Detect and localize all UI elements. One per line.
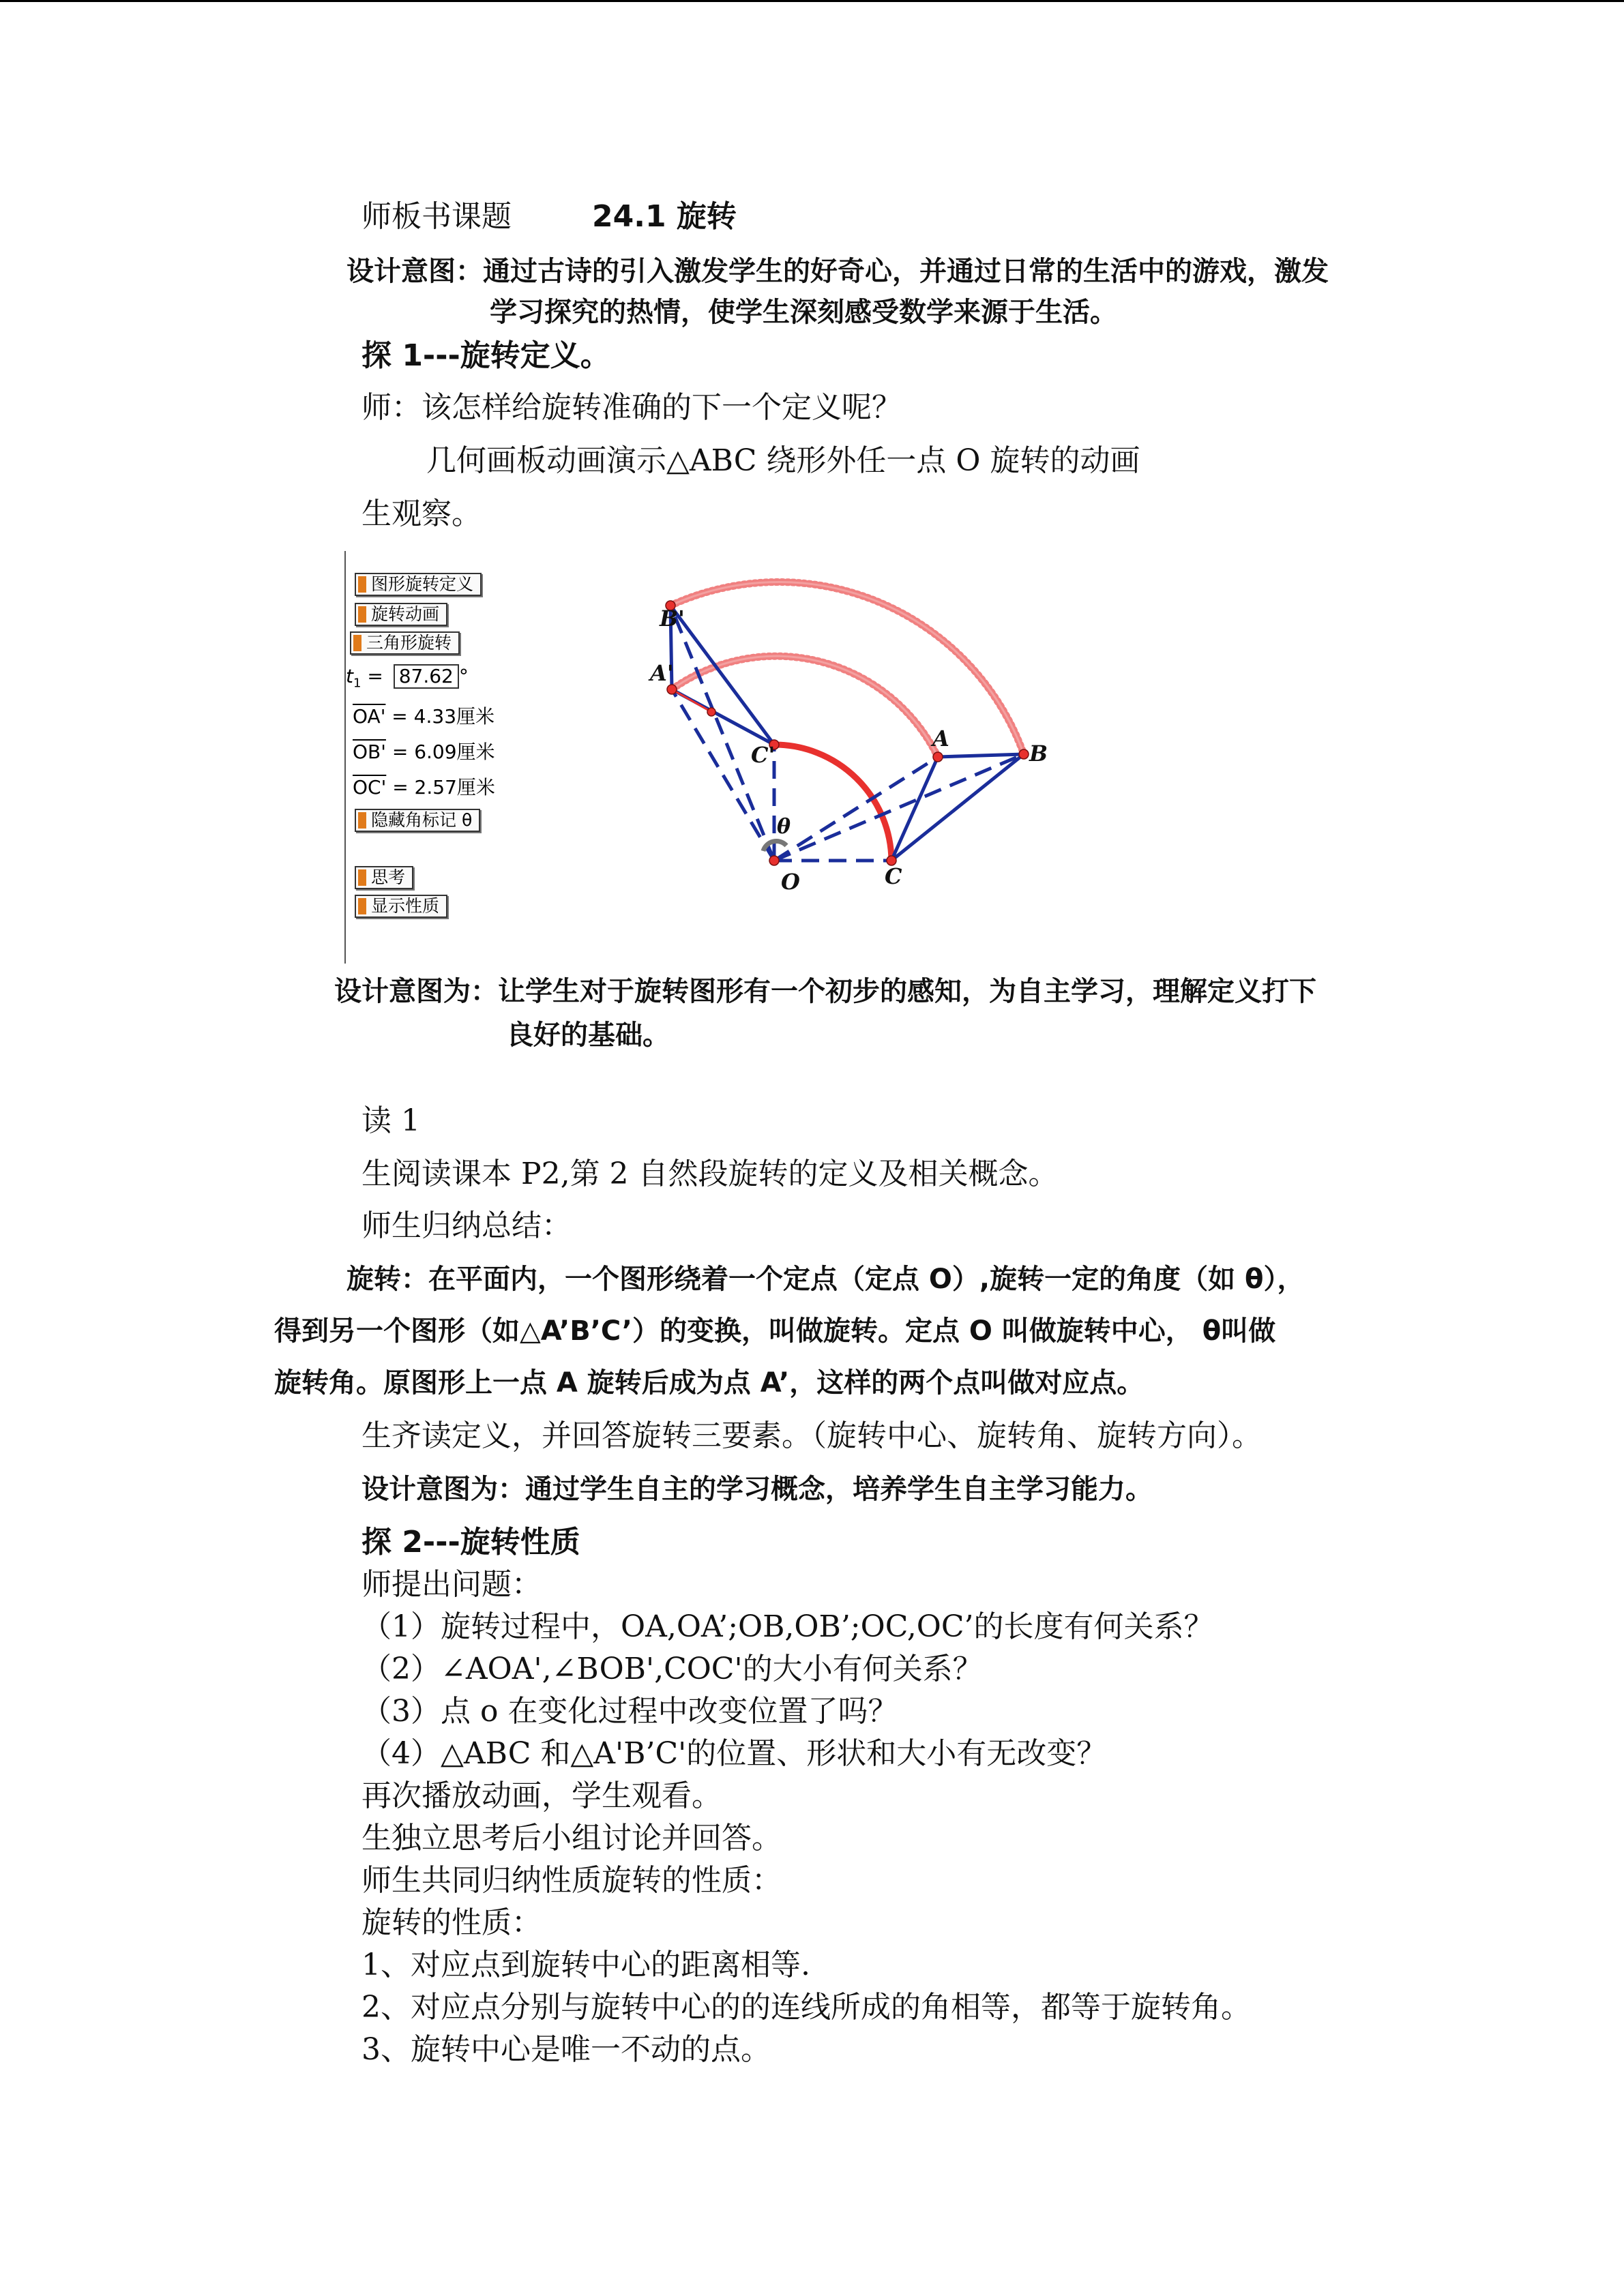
dashed-lines — [670, 606, 1024, 861]
discuss-line: 生独立思考后小组讨论并回答。 — [361, 1821, 782, 1855]
param-label: t — [346, 665, 353, 687]
question-4: （4）△ABC 和△A'B’C'的位置、形状和大小有无改变？ — [361, 1736, 1107, 1771]
title-prefix: 师板书课题 — [361, 199, 512, 234]
trace-arc-c — [774, 745, 891, 861]
teacher-asks: 师提出问题： — [361, 1567, 542, 1602]
triangle-rotation-button[interactable]: 三角形旋转 — [350, 631, 460, 655]
parameter-value-input[interactable]: 87.62 — [394, 664, 459, 689]
geometry-sketch-panel — [344, 551, 1115, 964]
replay-line: 再次播放动画，学生观看。 — [361, 1778, 722, 1813]
points — [666, 601, 1029, 865]
measure-oa1-value: = 4.33厘米 — [385, 705, 495, 728]
measure-ob1-value: = 6.09厘米 — [385, 741, 495, 763]
recite-line: 生齐读定义，并回答旋转三要素。（旋转中心、旋转角、旋转方向）。 — [361, 1418, 1262, 1453]
property-2: 2、对应点分别与旋转中心的的连线所成的角相等，都等于旋转角。 — [361, 1990, 1251, 2025]
read-instructions: 生阅读课本 P2,第 2 自然段旋转的定义及相关概念。 — [361, 1157, 1059, 1191]
design-intent-3: 设计意图为：通过学生自主的学习概念，培养学生自主学习能力。 — [361, 1474, 1153, 1505]
lesson-title — [361, 196, 737, 237]
read-1-heading: 读 1 — [361, 1103, 420, 1138]
label-theta: θ — [777, 815, 791, 839]
explore-1-heading: 探 1---旋转定义。 — [361, 338, 610, 373]
page-top-border — [0, 0, 1624, 2]
property-3: 3、旋转中心是唯一不动的点。 — [361, 2032, 771, 2067]
show-properties-button[interactable]: 显示性质 — [355, 895, 447, 918]
measure-oc1-value: = 2.57厘米 — [386, 776, 495, 799]
definition-line-1: 旋转：在平面内，一个图形绕着一个定点（定点 O）,旋转一定的角度（如 θ）， — [346, 1264, 1305, 1295]
label-a1: A' — [650, 660, 674, 686]
measure-oa1-seg: OA' — [353, 705, 386, 728]
students-observe: 生观察。 — [361, 496, 482, 531]
properties-title: 旋转的性质： — [361, 1905, 542, 1940]
rotation-animation-button[interactable]: 旋转动画 — [355, 603, 447, 626]
label-b: B — [1029, 741, 1048, 766]
label-a: A — [932, 726, 949, 751]
measure-ob1-seg: OB' — [353, 741, 386, 763]
triangle-abc — [891, 754, 1024, 861]
label-c1: C' — [751, 742, 776, 768]
measure-oc1-seg: OC' — [353, 776, 387, 799]
think-button[interactable]: 思考 — [355, 866, 413, 889]
property-1: 1、对应点到旋转中心的距离相等. — [361, 1948, 810, 1982]
label-c: C — [885, 863, 902, 889]
question-1: （1）旋转过程中，OA,OA’;OB,OB’;OC,OC’的长度有何关系？ — [361, 1609, 1214, 1644]
label-o: O — [781, 869, 800, 895]
param-unit: ° — [458, 665, 469, 687]
demo-description: 几何画板动画演示△ABC 绕形外任一点 O 旋转的动画 — [426, 443, 1140, 478]
label-b1: B' — [660, 606, 685, 631]
explore-2-heading: 探 2---旋转性质 — [361, 1525, 580, 1560]
triangle-a1b1c1 — [670, 606, 774, 745]
question-3: （3）点 o 在变化过程中改变位置了吗？ — [361, 1694, 898, 1729]
question-2: （2）∠AOA',∠BOB',COC'的大小有何关系？ — [361, 1652, 983, 1686]
together-line: 师生共同归纳性质旋转的性质： — [361, 1863, 782, 1898]
rotation-definition-button[interactable]: 图形旋转定义 — [355, 573, 482, 596]
design-intent-1b: 学习探究的热情，使学生深刻感受数学来源于生活。 — [490, 297, 1117, 328]
title-topic: 24.1 旋转 — [592, 199, 737, 234]
teacher-question: 师：该怎样给旋转准确的下一个定义呢？ — [361, 390, 902, 425]
hide-angle-mark-button[interactable]: 隐藏角标记 θ — [355, 809, 480, 832]
rotation-diagram — [344, 551, 1115, 964]
definition-line-2: 得到另一个图形（如△A’B’C’）的变换，叫做旋转。定点 O 叫做旋转中心， θ叫做 — [274, 1315, 1276, 1347]
param-sub: 1 — [353, 676, 361, 691]
definition-line-3: 旋转角。原图形上一点 A 旋转后成为点 A’，这样的两个点叫做对应点。 — [274, 1367, 1145, 1399]
summarize-line: 师生归纳总结： — [361, 1208, 572, 1243]
param-eq: = — [361, 665, 389, 687]
design-intent-1a: 设计意图：通过古诗的引入激发学生的好奇心，并通过日常的生活中的游戏，激发 — [346, 256, 1329, 287]
design-intent-2a: 设计意图为：让学生对于旋转图形有一个初步的感知，为自主学习，理解定义打下 — [334, 976, 1316, 1007]
design-intent-2b: 良好的基础。 — [506, 1019, 670, 1051]
